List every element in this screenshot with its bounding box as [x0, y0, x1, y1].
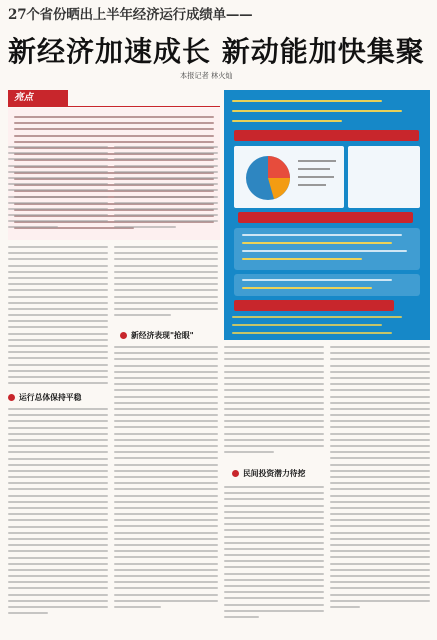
- info-pie-chart: [234, 146, 344, 208]
- info-section-bar: [238, 212, 413, 223]
- info-photo: [348, 146, 420, 208]
- info-title-bar: [234, 130, 419, 141]
- right-column-b-body: [330, 346, 430, 634]
- section-head-text: 运行总体保持平稳: [19, 393, 82, 402]
- bullet-icon: [120, 332, 127, 339]
- section-head-private-investment: [232, 468, 305, 479]
- article-headline: 新经济加速成长 新动能加快集聚: [8, 35, 425, 68]
- section-head-text: 民间投资潜力待挖: [243, 469, 306, 478]
- left-column-upper: [8, 146, 108, 238]
- middle-column-body: [114, 346, 218, 634]
- middle-column-upper: [114, 146, 218, 238]
- info-text-panel-2: [234, 274, 420, 296]
- bullet-icon: [232, 470, 239, 477]
- section-head-text: 新经济表现"抢眼": [131, 331, 194, 340]
- infographic-panel: [224, 90, 430, 340]
- section-head-new-economy: [120, 330, 194, 341]
- article-kicker: 27个省份晒出上半年经济运行成绩单——: [8, 7, 253, 23]
- right-column-a-top: [224, 346, 324, 466]
- highlight-rule: [8, 106, 220, 107]
- left-column-lower: [8, 408, 108, 634]
- highlight-label: 亮点: [8, 90, 68, 106]
- middle-column-top: [114, 246, 218, 326]
- info-text-panel-1: [234, 228, 420, 270]
- right-column-a-body: [224, 486, 324, 634]
- info-section-bar-2: [234, 300, 394, 311]
- article-byline: 本报记者 林火灿: [180, 71, 233, 80]
- section-head-steady: [8, 392, 81, 403]
- pie-graphic: [234, 146, 344, 208]
- bullet-icon: [8, 394, 15, 401]
